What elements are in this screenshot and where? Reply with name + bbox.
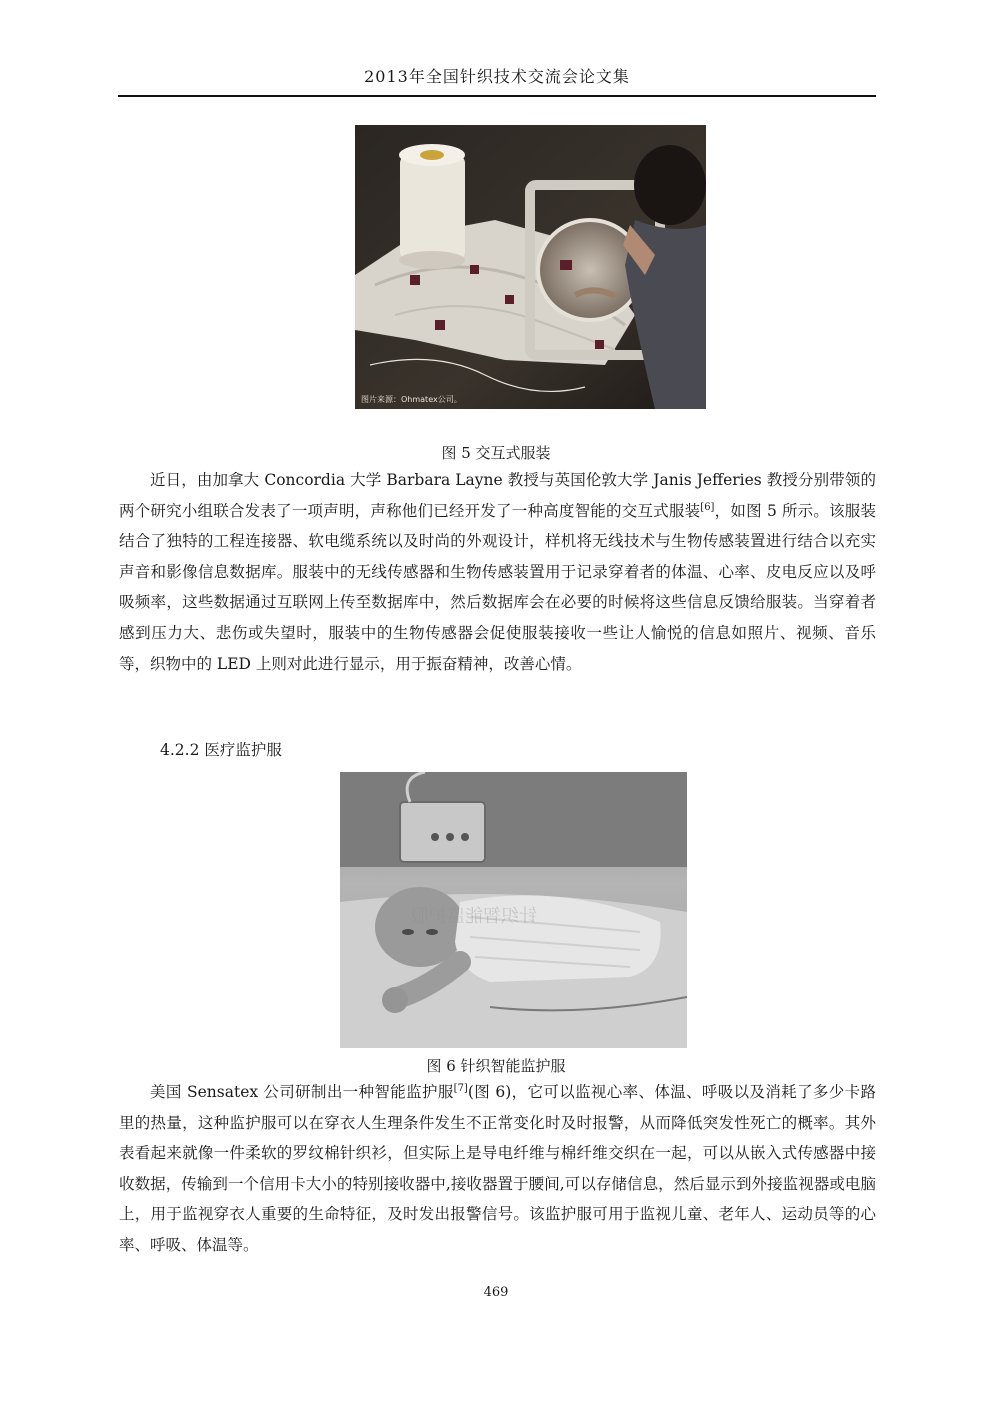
- paragraph-text-continued: (图 6)，它可以监视心率、体温、呼吸以及消耗了多少卡路里的热量，这种监护服可以在穿衣人生理条件发生不正常变化时及时报警，从而降低突发性死亡的概率。其外表看起来就像一件柔软的罗纹棉针织衫，但实际上是导电纤维与棉纤维交织在一起，可以从嵌入式传感器中接收数据，传输到一个信用卡大小的特别接收器中,接收器置于腰间,可以存储信息，然后显示到外接监视器或电脑上，用于监视穿衣人重要的生命特征，及时发出报警信号。该监护服可用于监视儿童、老年人、运动员等的心率、呼吸、体温等。: [119, 1083, 876, 1254]
- citation-7: [7]: [453, 1082, 468, 1094]
- paragraph-monitoring-garment: [119, 1077, 876, 1261]
- figure-5-caption: 图 5 交互式服装: [441, 444, 551, 462]
- citation-6: [6]: [700, 501, 715, 513]
- svg-text:针织智能监护服: 针织智能监护服: [411, 906, 537, 927]
- section-heading: 4.2.2 医疗监护服: [160, 741, 282, 759]
- running-header: 2013年全国针织技术交流会论文集: [364, 67, 630, 86]
- header-rule: [118, 95, 876, 97]
- paragraph-text: 近日，由加拿大 Concordia 大学 Barbara Layne 教授与英国伦敦大学 Janis Jefferies 教授分别带领的两个研究小组联合发表了一项声明，声称他们已经开发了一种高度智能的交互式服装: [119, 471, 876, 520]
- figure-5-photo: [355, 125, 706, 409]
- page-number: 469: [483, 1285, 509, 1300]
- figure-6-caption: 图 6 针织智能监护服: [426, 1057, 566, 1075]
- figure-6-photo: [340, 772, 687, 1048]
- paragraph-interactive-garment: [119, 465, 876, 679]
- photo-credit: 图片来源：Ohmatex公司。: [361, 395, 462, 404]
- paragraph-text: 美国 Sensatex 公司研制出一种智能监护服: [150, 1083, 454, 1101]
- paragraph-text-continued: ，如图 5 所示。该服装结合了独特的工程连接器、软电缆系统以及时尚的外观设计，样机将无线技术与生物传感装置进行结合以充实声音和影像信息数据库。服装中的无线传感器和生物传感装置用于记录穿着者的体温、心率、皮电反应以及呼吸频率，这些数据通过互联网上传至数据库中，然后数据库会在必要的时候将这些信息反馈给服装。当穿着者感到压力大、悲伤或失望时，服装中的生物传感器会促使服装接收一些让人愉悦的信息如照片、视频、音乐等，织物中的 LED 上则对此进行显示，用于振奋精神，改善心情。: [119, 501, 876, 673]
